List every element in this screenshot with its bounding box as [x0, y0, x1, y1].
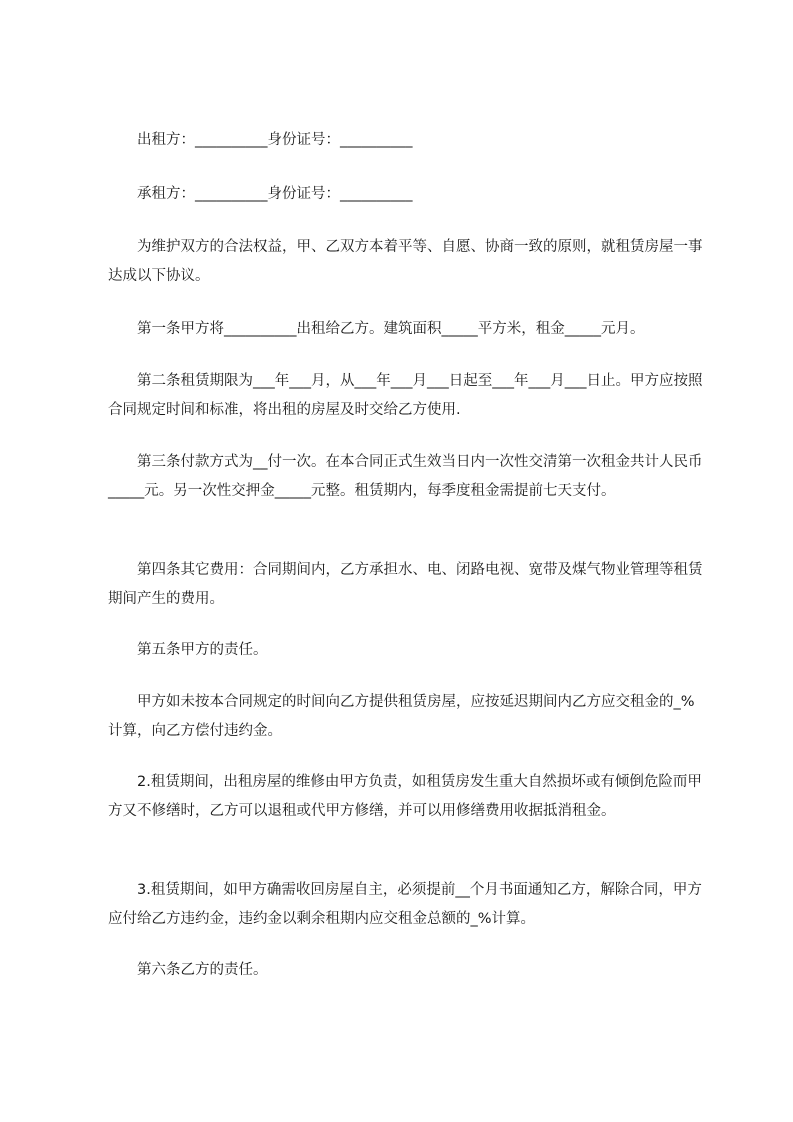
article-5-clause-3: 3.租赁期间，如甲方确需收回房屋自主，必须提前__个月书面通知乙方，解除合同，甲方应付给乙方违约金，违约金以剩余租期内应交租金总额的_%计算。 — [108, 882, 702, 927]
article-5-clause-2: 2.租赁期间，出租房屋的维修由甲方负责，如租赁房发生重大自然损坏或有倾倒危险而甲方又不修缮时，乙方可以退租或代甲方修缮，并可以用修缮费用收据抵消租金。 — [108, 774, 702, 819]
article-3-paragraph: 第三条付款方式为__付一次。在本合同正式生效当日内一次性交清第一次租金共计人民币_____元。另一次性交押金_____元整。租赁期内，每季度租金需提前七天支付。 — [108, 454, 703, 499]
preamble-paragraph: 为维护双方的合法权益，甲、乙双方本着平等、自愿、协商一致的原则，就租赁房屋一事达成以下协议。 — [108, 239, 703, 284]
article-5-clause-1: 甲方如未按本合同规定的时间向乙方提供租赁房屋，应按延迟期间内乙方应交租金的_%计算，向乙方偿付违约金。 — [108, 694, 695, 739]
article-4-paragraph: 第四条其它费用：合同期间内，乙方承担水、电、闭路电视、宽带及煤气物业管理等租赁期间产生的费用。 — [108, 562, 703, 607]
article-6-heading: 第六条乙方的责任。 — [137, 962, 268, 978]
lessor-line: 出租方：__________身份证号：__________ — [137, 132, 413, 148]
article-1-paragraph: 第一条甲方将__________出租给乙方。建筑面积_____平方米，租金_____元月。 — [137, 321, 645, 337]
article-2-paragraph: 第二条租赁期限为___年___月，从___年___月___日起至___年___月___日止。甲方应按照合同规定时间和标准，将出租的房屋及时交给乙方使用. — [108, 373, 703, 418]
article-5-heading: 第五条甲方的责任。 — [137, 642, 268, 658]
lessee-line: 承租方：__________身份证号：__________ — [137, 186, 413, 202]
